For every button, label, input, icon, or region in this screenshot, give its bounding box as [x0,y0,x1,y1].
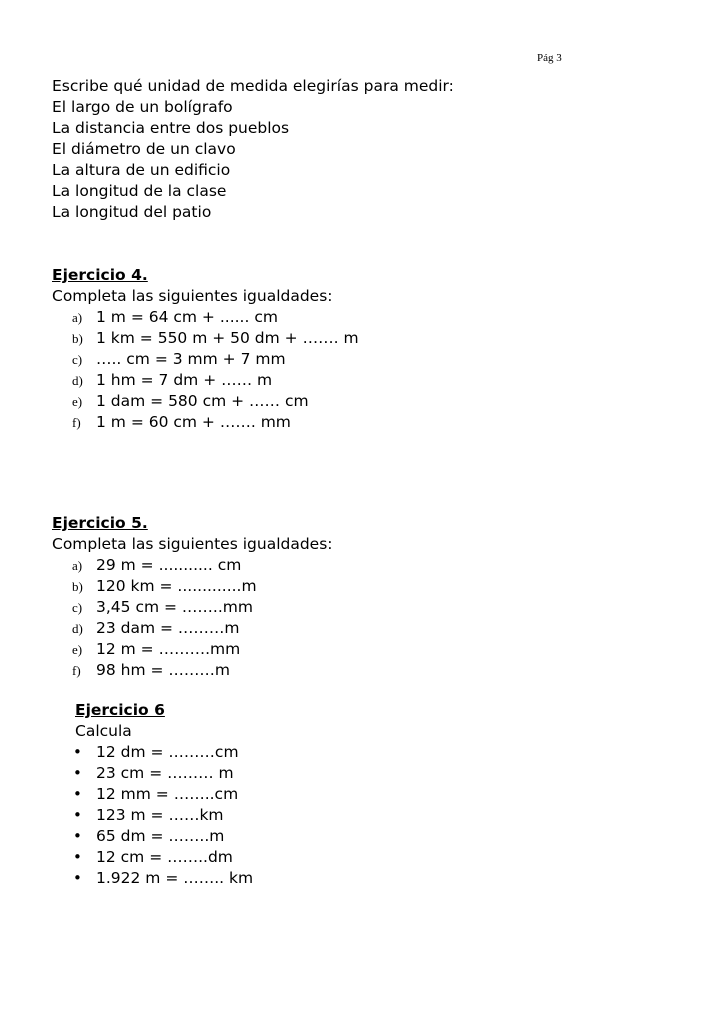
item-text: ….. cm = 3 mm + 7 mm [96,350,286,368]
bullet-icon: • [73,743,82,761]
ejercicio6-item [0,784,728,805]
intro-item: La altura de un edificio [52,161,231,179]
ejercicio6-item [0,826,728,847]
ejercicio4-item [0,349,728,370]
item-text: 12 m = ……….mm [96,640,241,658]
item-marker: f) [72,663,81,678]
item-marker: d) [72,621,83,636]
bullet-icon: • [73,827,82,845]
intro-item: La longitud de la clase [52,182,227,200]
ejercicio4-instruction: Completa las siguientes igualdades: [52,287,333,305]
ejercicio4-item [0,328,728,349]
item-marker: b) [72,331,83,346]
item-text: 120 km = .............m [96,577,257,595]
item-text: 23 dam = ………m [96,619,240,637]
ejercicio6-instruction: Calcula [75,722,132,740]
item-text: 123 m = ……km [96,806,224,824]
intro-item: El diámetro de un clavo [52,140,236,158]
item-text: 1 hm = 7 dm + …… m [96,371,273,389]
intro-prompt: Escribe qué unidad de medida elegirías para medir: [52,77,454,95]
bullet-icon: • [73,785,82,803]
item-marker: c) [72,600,83,615]
item-text: 12 cm = ……..dm [96,848,233,866]
intro-item: La longitud del patio [52,203,212,221]
item-text: 98 hm = ………m [96,661,231,679]
item-text: 29 m = ........... cm [96,556,242,574]
ejercicio4-item [0,307,728,328]
ejercicio6-item [0,805,728,826]
ejercicio4-item [0,391,728,412]
ejercicio5-item [0,639,728,660]
item-text: 1 km = 550 m + 50 dm + ……. m [96,329,359,347]
ejercicio6-item [0,868,728,889]
bullet-icon: • [73,869,82,887]
ejercicio5-item [0,597,728,618]
bullet-icon: • [73,806,82,824]
item-text: 3,45 cm = ……..mm [96,598,253,616]
bullet-icon: • [73,764,82,782]
ejercicio6-item [0,742,728,763]
item-text: 1 m = 60 cm + ……. mm [96,413,291,431]
item-text: 23 cm = ……… m [96,764,234,782]
item-marker: f) [72,415,81,430]
ejercicio5-item [0,660,728,681]
ejercicio4-item [0,412,728,433]
item-marker: b) [72,579,83,594]
ejercicio6-item [0,763,728,784]
item-text: 1 m = 64 cm + ...... cm [96,308,278,326]
ejercicio5-item [0,576,728,597]
ejercicio5-item [0,555,728,576]
page-number: Pág 3 [537,52,562,64]
ejercicio4-title: Ejercicio 4. [52,266,148,284]
ejercicio5-item [0,618,728,639]
item-text: 12 dm = ………cm [96,743,239,761]
intro-item: El largo de un bolígrafo [52,98,233,116]
intro-item: La distancia entre dos pueblos [52,119,290,137]
item-marker: e) [72,394,83,409]
item-marker: c) [72,352,83,367]
ejercicio6-title: Ejercicio 6 [75,701,165,719]
item-text: 65 dm = ……..m [96,827,225,845]
ejercicio6-item [0,847,728,868]
item-text: 1 dam = 580 cm + …… cm [96,392,309,410]
bullet-icon: • [73,848,82,866]
item-marker: d) [72,373,83,388]
item-text: 12 mm = ……..cm [96,785,239,803]
ejercicio5-title: Ejercicio 5. [52,514,148,532]
ejercicio5-instruction: Completa las siguientes igualdades: [52,535,333,553]
item-marker: e) [72,642,83,657]
item-marker: a) [72,310,83,325]
item-text: 1.922 m = …….. km [96,869,254,887]
ejercicio4-item [0,370,728,391]
item-marker: a) [72,558,83,573]
